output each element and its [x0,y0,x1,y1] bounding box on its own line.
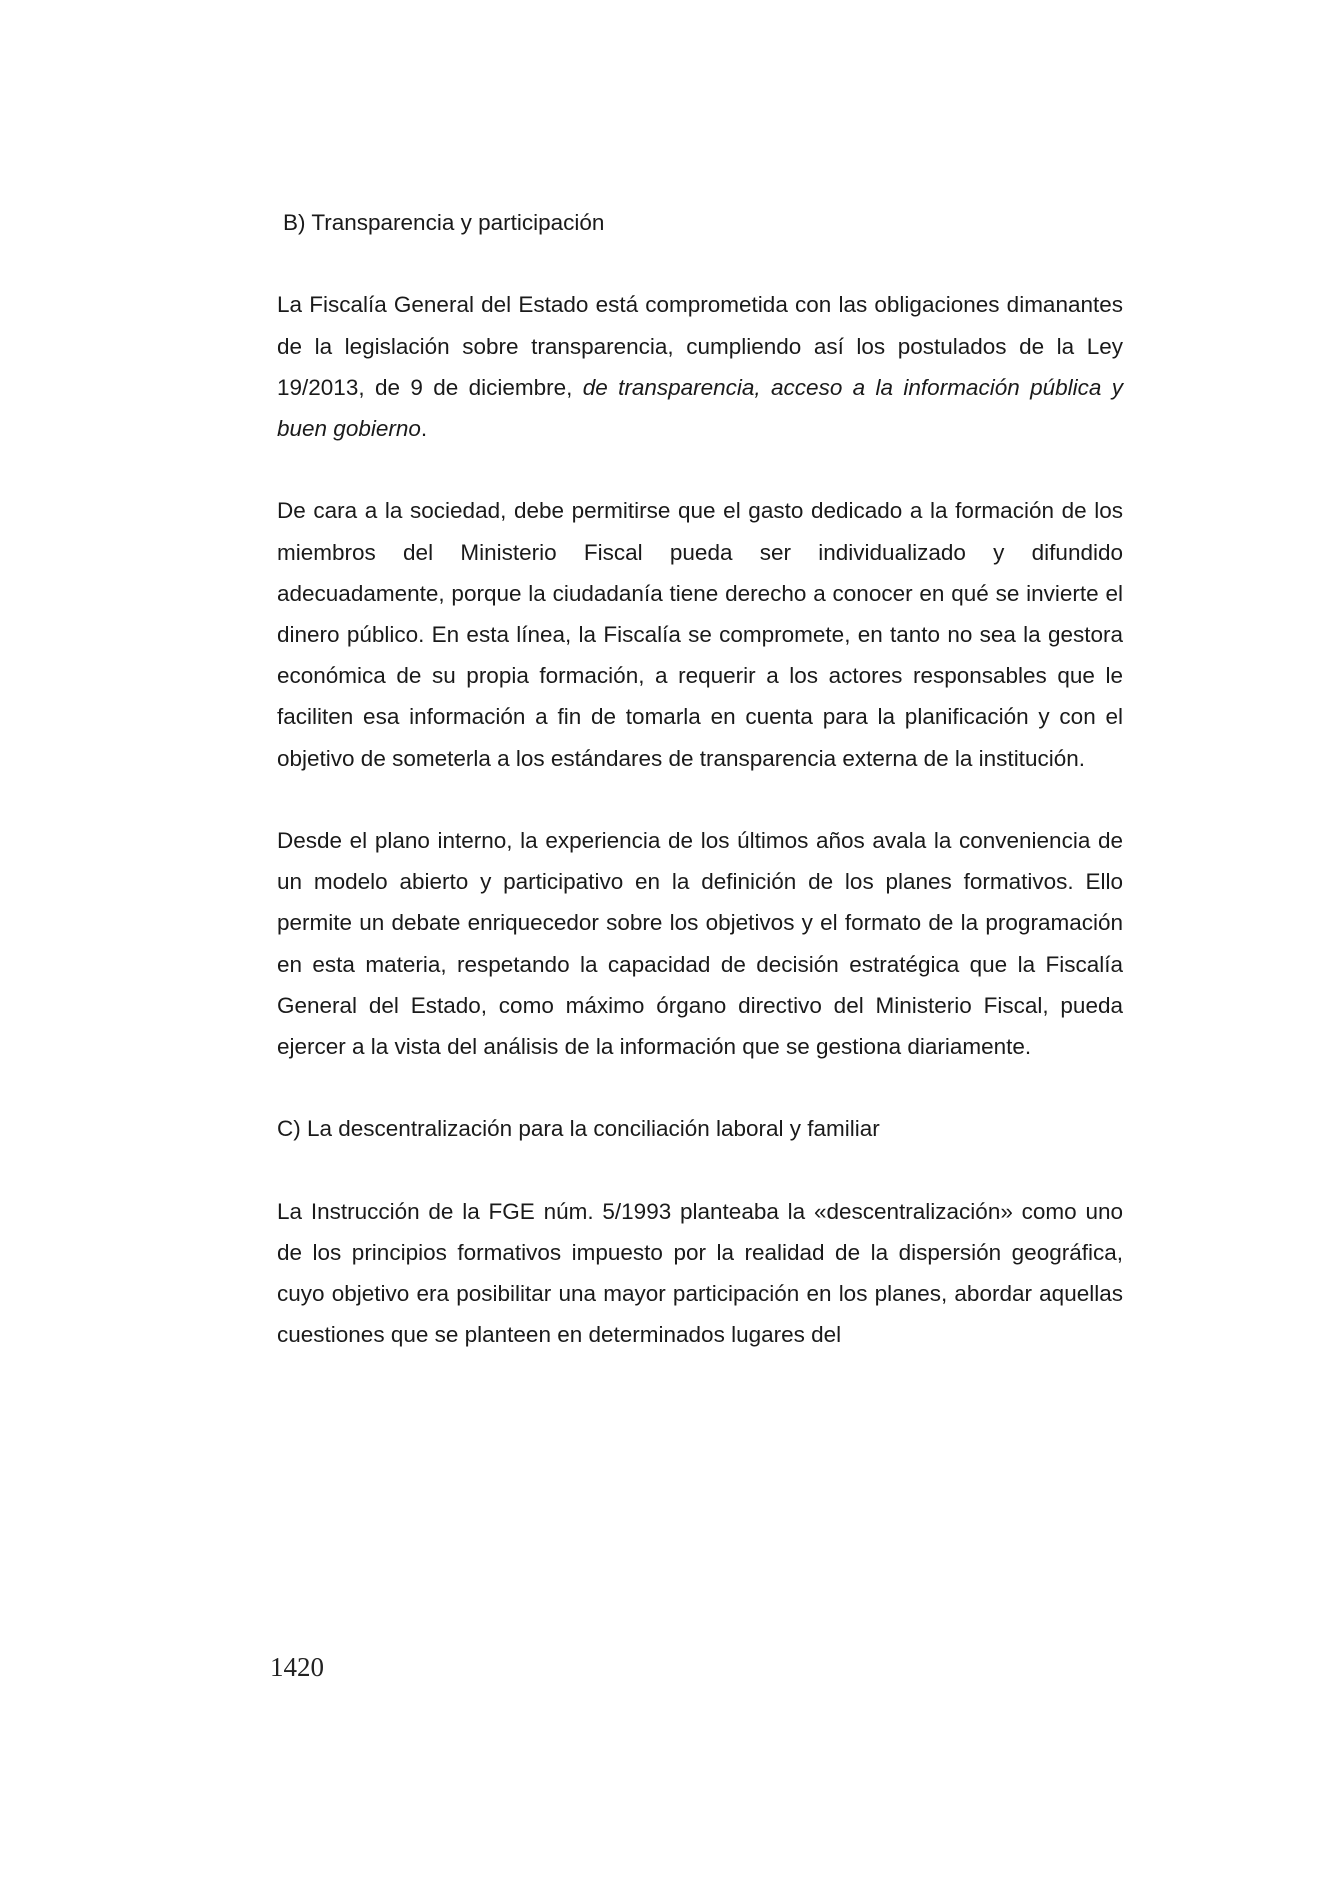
section-b-paragraph-2: De cara a la sociedad, debe permitirse que el gasto dedicado a la formación de los miembros del Ministerio Fiscal pueda ser individualizado y difundido adecuadamente, porque la ciudadanía tiene derecho a conocer en qué se invierte el dinero público. En esta línea, la Fiscalía se compromete, en tanto no sea la gestora económica de su propia formación, a requerir a los actores responsables que le faciliten esa información a fin de tomarla en cuenta para la planificación y con el objetivo de someterla a los estándares de transparencia externa de la institución. [277,498,1123,771]
spacer [277,1150,1123,1191]
section-c-paragraph-1: La Instrucción de la FGE núm. 5/1993 planteaba la «descentralización» como uno de los principios formativos impuesto por la realidad de la dispersión geográfica, cuyo objetivo era posibilitar una mayor participación en los planes, abordar aquellas cuestiones que se planteen en determinados lugares del [277,1198,1123,1348]
spacer [277,449,1123,490]
section-b-paragraph-3: Desde el plano interno, la experiencia de los últimos años avala la conveniencia de un modelo abierto y participativo en la definición de los planes formativos. Ello permite un debate enriquecedor sobre los objetivos y el formato de la programación en esta materia, respetando la capacidad de decisión estratégica que la Fiscalía General del Estado, como máximo órgano directivo del Ministerio Fiscal, pueda ejercer a la vista del análisis de la información que se gestiona diariamente. [277,828,1123,1060]
section-b-heading: B) Transparencia y participación [283,210,605,235]
spacer [277,1067,1123,1108]
spacer [277,779,1123,820]
law-title-italic: de transparencia, acceso a la información pública y buen gobierno [277,374,1123,441]
paragraph-end: . [420,416,428,441]
paragraph-text: La Fiscalía General del Estado está comprometida con las obligaciones dimanantes de la legislación sobre transparencia, cumpliendo así los postulados de la Ley 19/2013, de 9 de diciembre, [277,292,1123,400]
section-b-paragraph-1 [277,284,1123,449]
page-number: 1420 [270,1652,324,1682]
page-body [277,202,1123,1356]
spacer [277,243,1123,284]
section-c-heading: C) La descentralización para la conciliación laboral y familiar [277,1116,880,1142]
